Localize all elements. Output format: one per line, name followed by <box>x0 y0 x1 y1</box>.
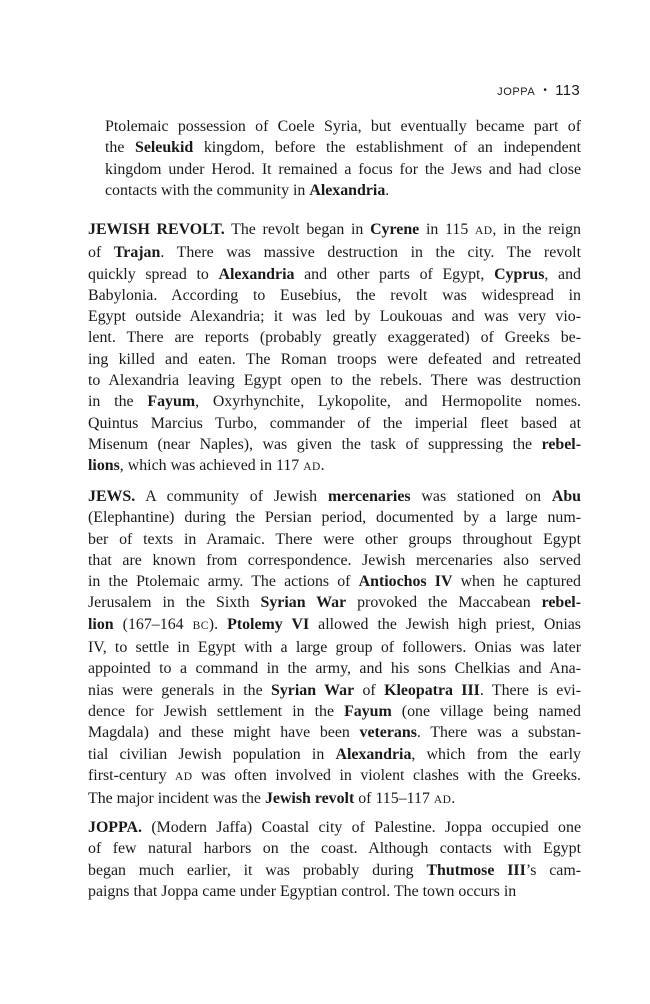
text-run: , in the reign <box>492 221 581 238</box>
text-run: in the Ptolemaic army. The actions of <box>88 573 359 591</box>
text-run: provoked the Maccabean <box>346 594 542 612</box>
text-line <box>88 285 581 306</box>
text-run: kingdom, before the establishment of an independent <box>193 139 581 157</box>
bold-term: JEWS. <box>88 488 136 505</box>
text-run: to Alexandria leaving Egypt open to the rebels. There was destruction <box>88 372 581 390</box>
text-line <box>88 788 581 811</box>
text-run: Babylonia. According to Eusebius, the revolt was widespread in <box>88 286 581 304</box>
text-line <box>88 722 581 743</box>
text-run: ing killed and eaten. The Roman troops were defeated and retreated <box>88 350 581 368</box>
bold-term: Fayum <box>147 393 196 411</box>
era-abbreviation: AD <box>303 461 321 474</box>
entry-jews <box>88 486 581 811</box>
text-run: of 115–117 <box>354 790 434 808</box>
text-run: , Oxyrhynchite, Lykopolite, and Hermopolite nomes. <box>195 393 581 411</box>
text-run: ). <box>208 615 228 633</box>
text-run: Misenum (near Naples), was given the task of suppressing the <box>88 435 542 453</box>
text-run: (167–164 <box>113 615 193 633</box>
text-run: Quintus Marcius Turbo, commander of the imperial fleet based at <box>88 414 581 432</box>
text-run: The revolt began in <box>224 221 371 238</box>
text-run: . <box>451 790 456 808</box>
text-run: was often involved in violent clashes with the Greeks. <box>192 766 581 784</box>
text-run: was stationed on <box>410 488 552 505</box>
text-run: ’s cam- <box>525 861 581 879</box>
bold-term: Abu <box>551 488 581 505</box>
text-run: of few natural harbors on the coast. Although contacts with Egypt <box>88 840 581 858</box>
entry-continuation <box>88 116 581 201</box>
header-separator: • <box>543 85 548 96</box>
text-line <box>105 180 581 201</box>
text-run: (Modern Jaffa) Coastal city of Palestine. Joppa occupied one <box>142 819 581 836</box>
bold-term: rebel- <box>541 435 581 453</box>
bold-term: JOPPA. <box>88 819 142 836</box>
text-line <box>88 614 581 637</box>
text-run: kingdom under Herod. It remained a focus for the Jews and had close <box>105 160 581 178</box>
bold-term: Alexandria <box>218 265 295 283</box>
text-run: of <box>354 681 385 699</box>
bold-term: Ptolemy VI <box>227 615 310 633</box>
text-line <box>105 159 581 180</box>
text-line <box>88 413 581 434</box>
text-line <box>88 817 581 838</box>
text-run: dence for Jewish settlement in the <box>88 702 345 720</box>
text-line <box>88 306 581 327</box>
text-line <box>88 860 581 881</box>
entry-jewish-revolt <box>88 219 581 479</box>
bold-term: mercenaries <box>327 488 411 505</box>
text-run: A community of Jewish <box>135 488 328 505</box>
text-run: contacts with the community in <box>105 181 310 199</box>
text-run: in the <box>88 393 148 411</box>
text-line <box>88 349 581 370</box>
text-run: of <box>88 244 114 262</box>
bold-term: veterans <box>359 724 417 742</box>
bold-term: JEWISH REVOLT. <box>88 221 225 238</box>
era-abbreviation: BC <box>192 619 209 632</box>
era-abbreviation: AD <box>475 225 493 237</box>
entry-joppa <box>88 817 581 902</box>
text-run: paigns that Joppa came under Egyptian control. The town occurs in <box>88 882 517 900</box>
text-run: nias were generals in the <box>88 681 271 699</box>
text-run: when he captured <box>452 573 581 591</box>
bold-term: lions <box>88 457 120 475</box>
bold-term: Thutmose III <box>426 861 526 879</box>
bold-term: Syrian War <box>271 681 355 699</box>
bold-term: rebel- <box>541 594 581 612</box>
text-run: ber of texts in Aramaic. There were other groups throughout Egypt <box>88 530 581 548</box>
text-run: IV, to settle in Egypt with a large group of followers. Onias was later <box>88 639 581 657</box>
text-run: (Elephantine) during the Persian period, documented by a large num- <box>88 509 581 527</box>
bold-term: Cyprus <box>494 265 545 283</box>
running-header <box>497 82 580 99</box>
text-run: , and <box>544 265 582 283</box>
era-abbreviation: AD <box>433 794 452 807</box>
text-line <box>88 701 582 722</box>
text-run: appointed to a command in the army, and his sons Chelkias and Ana- <box>88 660 581 678</box>
text-line <box>88 455 581 478</box>
text-run: first-century <box>88 766 176 784</box>
bold-term: Trajan <box>113 244 161 262</box>
text-run: quickly spread to <box>88 265 219 283</box>
bold-term: Antiochos IV <box>358 573 453 591</box>
bold-term: Alexandria <box>335 745 412 763</box>
page-number: 113 <box>555 82 580 99</box>
text-line <box>88 327 581 348</box>
text-run: allowed the Jewish high priest, Onias <box>309 615 581 633</box>
text-line <box>88 219 581 242</box>
text-run: (one village being named <box>391 702 582 720</box>
bold-term: Jewish revolt <box>264 790 355 808</box>
text-line <box>88 529 581 550</box>
text-line <box>88 550 581 571</box>
text-run: Egypt outside Alexandria; it was led by Loukouas and was very vio- <box>88 308 581 326</box>
text-run: Ptolemaic possession of Coele Syria, but eventually became part of <box>105 118 581 135</box>
bold-term: Kleopatra III <box>384 681 480 699</box>
text-line <box>88 744 582 765</box>
text-run: tial civilian Jewish population in <box>88 745 336 763</box>
bold-term: Fayum <box>344 702 392 720</box>
text-run: in 115 <box>419 221 475 238</box>
text-run: lent. There are reports (probably greatly exaggerated) of Greeks be- <box>88 329 581 347</box>
bold-term: Syrian War <box>260 594 347 612</box>
text-line <box>88 881 581 902</box>
text-line <box>88 434 581 455</box>
running-title: JOPPA <box>497 86 536 98</box>
bold-term: Alexandria <box>309 181 386 199</box>
text-run: that are known from correspondence. Jewish mercenaries also served <box>88 551 581 569</box>
text-run: The major incident was the <box>88 790 265 808</box>
text-run: and other parts of Egypt, <box>294 265 495 283</box>
text-line <box>88 658 581 679</box>
text-line <box>88 242 581 263</box>
bold-term: Seleukid <box>134 139 194 157</box>
text-run: Magdala) and these might have been <box>88 724 360 742</box>
text-line <box>88 592 581 613</box>
text-run: . <box>385 181 390 199</box>
text-run: the <box>105 139 135 157</box>
text-line <box>88 264 582 285</box>
text-line <box>88 637 581 658</box>
text-line <box>88 765 581 788</box>
bold-term: Cyrene <box>370 221 420 238</box>
text-run: , which was achieved in 117 <box>119 457 304 475</box>
text-line <box>105 116 581 137</box>
text-line <box>88 391 581 412</box>
text-line <box>88 507 581 528</box>
text-line <box>88 370 581 391</box>
bold-term: lion <box>88 615 114 633</box>
text-run: . <box>320 457 325 475</box>
text-run: . There was a substan- <box>416 724 581 742</box>
text-line <box>88 680 581 701</box>
text-line <box>105 137 581 158</box>
era-abbreviation: AD <box>175 770 193 783</box>
text-run: . There is evi- <box>479 681 581 699</box>
text-run: Jerusalem in the Sixth <box>88 594 261 612</box>
text-line <box>88 486 581 507</box>
text-run: began much earlier, it was probably during <box>88 861 427 879</box>
text-line <box>88 571 581 592</box>
text-run: , which from the early <box>411 745 582 763</box>
text-line <box>88 838 581 859</box>
text-run: . There was massive destruction in the city. The revolt <box>160 244 581 262</box>
